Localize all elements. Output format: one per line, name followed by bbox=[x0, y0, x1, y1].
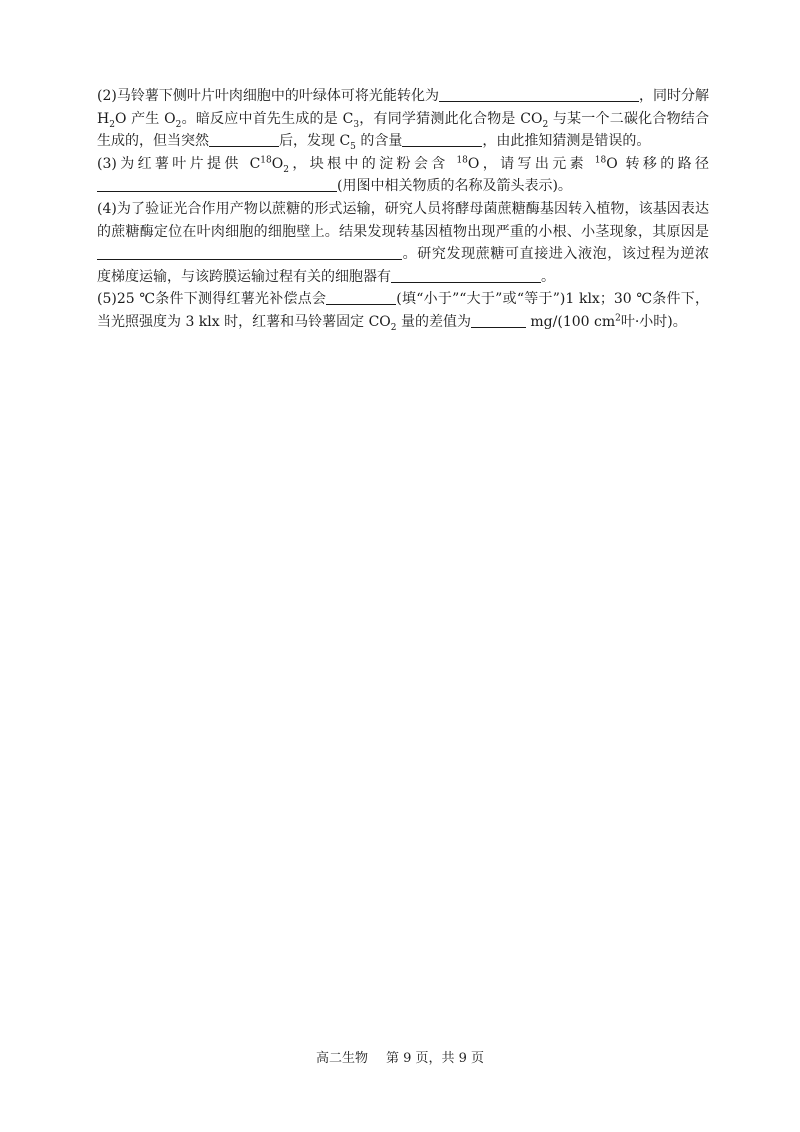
question-2-text: ，由此推知猜测是错误的。 bbox=[482, 133, 651, 150]
question-2-text: O 产生 O bbox=[114, 110, 176, 127]
superscript: 18 bbox=[456, 155, 468, 166]
subscript: 5 bbox=[350, 141, 356, 152]
footer-subject: 高二生物 bbox=[315, 1051, 368, 1066]
subscript: 2 bbox=[283, 164, 289, 175]
answer-blank[interactable] bbox=[391, 267, 541, 283]
superscript: 18 bbox=[594, 155, 607, 166]
question-4-text: (4)为了验证光合作用产物以蔗糖的形式运输，研究人员将酵母菌蔗糖酶基因转入植物，该基因表达的蔗糖酶定位在叶肉细胞的细胞壁上。结果发现转基因植物出现严重的小根、小茎现象，其原因是 bbox=[97, 200, 709, 240]
answer-blank[interactable] bbox=[439, 86, 639, 102]
question-block bbox=[97, 85, 709, 334]
answer-blank[interactable] bbox=[326, 289, 396, 305]
answer-blank[interactable] bbox=[471, 312, 526, 328]
page-footer bbox=[0, 1047, 800, 1066]
question-4-text: 。研究发现蔗糖可直接进入液泡，该过程为逆浓度梯度运输，与该跨膜运输过程有关的细胞器有 bbox=[97, 246, 709, 285]
question-5-text: 叶·小时)。 bbox=[620, 313, 687, 330]
question-2 bbox=[97, 85, 709, 153]
question-4 bbox=[97, 198, 709, 288]
question-5 bbox=[97, 288, 709, 333]
question-3-text: (用图中相关物质的名称及箭头表示)。 bbox=[337, 178, 572, 195]
answer-blank[interactable] bbox=[209, 131, 279, 147]
question-2-text: 的含量 bbox=[355, 133, 403, 150]
question-3-text: O，请写出元素 bbox=[467, 155, 595, 172]
answer-blank[interactable] bbox=[97, 176, 337, 192]
answer-blank[interactable] bbox=[402, 131, 482, 147]
question-5-text: 量的差值为 bbox=[396, 313, 471, 330]
question-2-text: 与某一个二碳化合物结合生成的，但当突然 bbox=[97, 110, 710, 150]
question-2-text: 后，发现 C bbox=[279, 133, 351, 150]
superscript: 18 bbox=[260, 155, 272, 166]
question-3-text: O bbox=[271, 155, 284, 172]
question-3-text: O 转移的路径 bbox=[606, 155, 709, 172]
question-5-text: mg/(100 cm bbox=[525, 313, 616, 330]
question-5-text: (5)25 ℃条件下测得红薯光补偿点会 bbox=[97, 291, 327, 308]
footer-page-number: 第 9 页，共 9 页 bbox=[385, 1051, 485, 1066]
subscript: 3 bbox=[353, 119, 360, 130]
subscript: 2 bbox=[175, 119, 182, 130]
question-3-text: ，块根中的淀粉会含 bbox=[288, 155, 457, 172]
question-5-text: (填“小于”“大于”或“等于”)1 klx；30 ℃条件下，当光照强度为 3 klx 时，红薯和马铃薯固定 CO bbox=[97, 291, 709, 330]
question-3 bbox=[97, 153, 709, 198]
question-3-text: (3)为红薯叶片提供 C bbox=[97, 155, 261, 172]
subscript: 2 bbox=[390, 322, 397, 333]
answer-blank[interactable] bbox=[97, 244, 402, 260]
subscript: 2 bbox=[542, 119, 549, 130]
question-2-text: ，有同学猜测此化合物是 CO bbox=[359, 110, 543, 127]
subscript: 2 bbox=[109, 119, 115, 130]
question-2-text: (2)马铃薯下侧叶片叶肉细胞中的叶绿体可将光能转化为 bbox=[97, 88, 439, 104]
question-2-text: 。暗反应中首先生成的是 C bbox=[181, 110, 354, 127]
superscript: 2 bbox=[615, 313, 621, 324]
question-4-text: 。 bbox=[541, 268, 555, 285]
question-2-text: ，同时分解 H bbox=[97, 88, 709, 127]
